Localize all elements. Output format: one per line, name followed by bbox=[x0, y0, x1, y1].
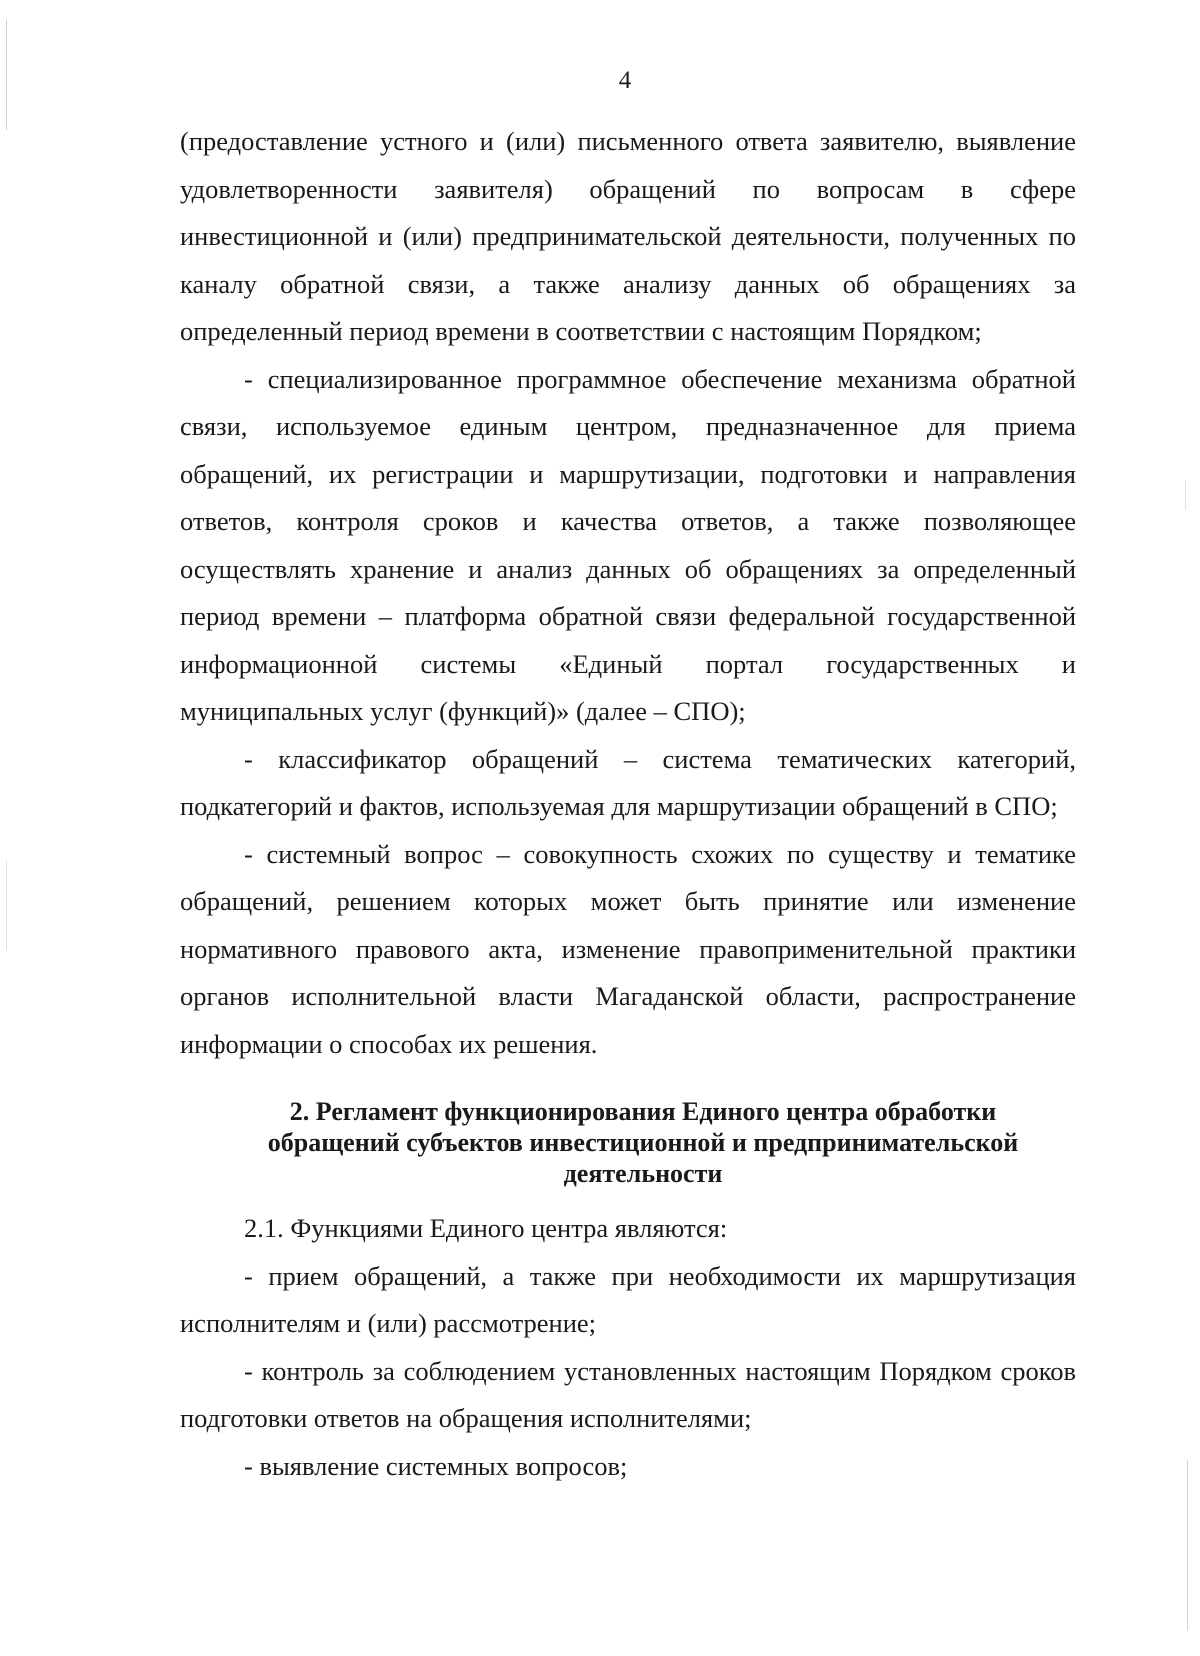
paragraph-function-detection: - выявление системных вопросов; bbox=[244, 1450, 628, 1481]
paragraph-continuation: (предоставление устного и (или) письменного ответа заявителю, выявление удовлетворенности заявителя) обращений по вопросам в сфере инвестиционной и (или) предпринимательской деятельности, полученных по каналу обратной связи, а также анализу данных об обращениях за определенный период времени в соответствии с настоящим Порядком; bbox=[180, 126, 1076, 346]
paragraph-definition-system-issue: - системный вопрос – совокупность схожих по существу и тематике обращений, решением которых может быть принятие или изменение нормативного правового акта, изменение правоприменительной практики органов исполнительной власти Магаданской области, распространение информации о способах их решения. bbox=[180, 838, 1076, 1059]
paragraph-clause-2-1: 2.1. Функциями Единого центра являются: bbox=[244, 1213, 728, 1243]
paragraph-function-control: - контроль за соблюдением установленных настоящим Порядком сроков подготовки ответов на обращения исполнителями; bbox=[180, 1355, 1076, 1433]
scan-edge-mark bbox=[1187, 1460, 1188, 1630]
scan-edge-mark bbox=[1185, 480, 1186, 510]
paragraph-definition-classifier: - классификатор обращений – система тематических категорий, подкатегорий и фактов, используемая для маршрутизации обращений в СПО; bbox=[180, 743, 1076, 821]
paragraph-function-intake: - прием обращений, а также при необходимости их маршрутизация исполнителям и (или) рассмотрение; bbox=[180, 1260, 1076, 1338]
paragraph-definition-spo: - специализированное программное обеспечение механизма обратной связи, используемое единым центром, предназначенное для приема обращений, их регистрации и маршрутизации, подготовки и направления ответов, контроля сроков и качества ответов, а также позволяющее осуществлять хранение и анализ данных об обращениях за определенный период времени – платформа обратной связи федеральной государственной информационной системы «Единый портал государственных и муниципальных услуг (функций)» (далее – СПО); bbox=[180, 363, 1076, 726]
document-body bbox=[180, 118, 1076, 1490]
page-number: 4 bbox=[618, 67, 632, 94]
section-heading: 2. Регламент функционирования Единого центра обработки обращений субъектов инвестиционной и предпринимательской деятельности bbox=[267, 1097, 1019, 1188]
scan-edge-mark bbox=[6, 860, 7, 950]
